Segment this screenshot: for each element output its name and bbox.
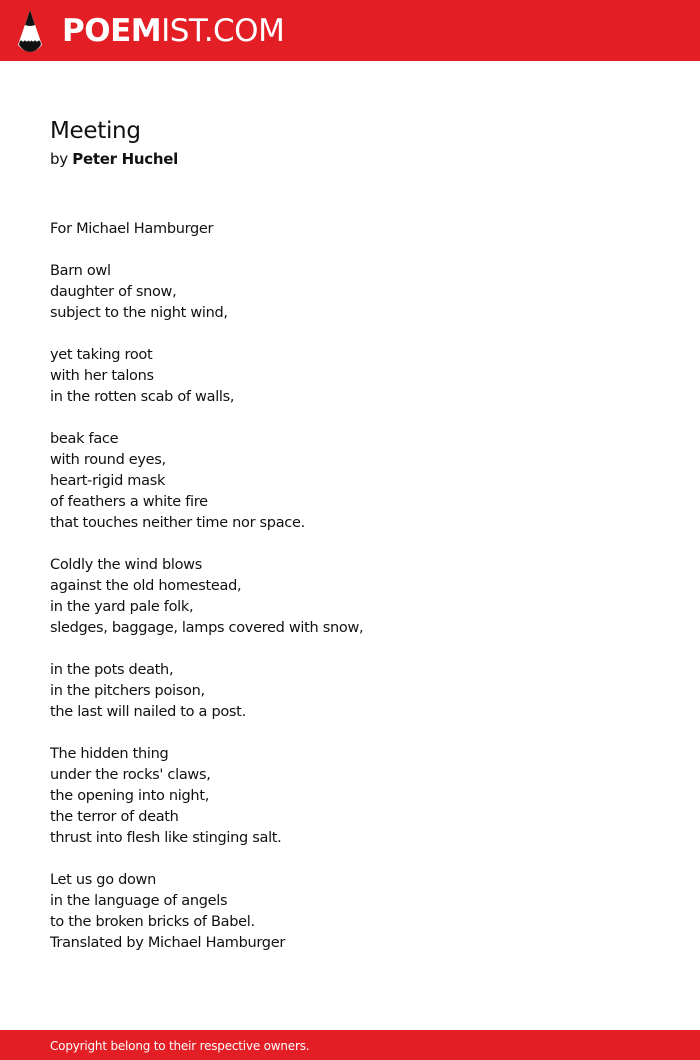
stanza-break xyxy=(50,534,363,555)
poem-line: in the rotten scab of walls, xyxy=(50,389,235,405)
stanza-break xyxy=(50,408,363,429)
poem-line: in the pitchers poison, xyxy=(50,683,205,699)
poem-line: yet taking root xyxy=(50,347,153,363)
poem-line: with round eyes, xyxy=(50,452,166,468)
poem-line: the last will nailed to a post. xyxy=(50,704,246,720)
poem-line: that touches neither time nor space. xyxy=(50,515,305,531)
poem-stanza xyxy=(50,870,363,954)
poem-line: heart-rigid mask xyxy=(50,473,166,489)
poem-line: with her talons xyxy=(50,368,154,384)
stanza-break xyxy=(50,324,363,345)
pencil-tip-icon xyxy=(16,9,44,53)
brand-bold-text: POEM xyxy=(62,12,162,49)
poem-line: Let us go down xyxy=(50,872,157,888)
poem-stanza xyxy=(50,555,363,639)
stanza-break xyxy=(50,723,363,744)
poem-stanza xyxy=(50,429,363,534)
poem-line: subject to the night wind, xyxy=(50,305,228,321)
poem-line: to the broken bricks of Babel. xyxy=(50,914,255,930)
site-logo-link[interactable] xyxy=(16,8,284,54)
poem-stanza xyxy=(50,261,363,324)
byline-label: by xyxy=(50,150,68,168)
footer-copyright: Copyright belong to their respective owners. xyxy=(50,1039,310,1053)
poem-byline xyxy=(50,150,178,168)
poem-line: the terror of death xyxy=(50,809,179,825)
poem-stanza xyxy=(50,345,363,408)
poem-author: Peter Huchel xyxy=(72,150,178,168)
poem-body xyxy=(50,219,363,954)
poem-line: in the language of angels xyxy=(50,893,228,909)
poem-line: under the rocks' claws, xyxy=(50,767,211,783)
poem-line: Translated by Michael Hamburger xyxy=(50,935,285,951)
stanza-break xyxy=(50,849,363,870)
stanza-break xyxy=(50,639,363,660)
poem-line: Barn owl xyxy=(50,263,111,279)
poem-line: sledges, baggage, lamps covered with snow, xyxy=(50,620,364,636)
poem-dedication: For Michael Hamburger xyxy=(50,221,214,237)
site-footer xyxy=(0,1030,700,1060)
poem-stanza xyxy=(50,744,363,849)
poem-stanza xyxy=(50,660,363,723)
poem-line: in the yard pale folk, xyxy=(50,599,194,615)
poem-title: Meeting xyxy=(50,118,141,144)
poem-line: the opening into night, xyxy=(50,788,210,804)
poem-line: against the old homestead, xyxy=(50,578,242,594)
poem-line: The hidden thing xyxy=(50,746,169,762)
site-header xyxy=(0,0,700,61)
poem-line: thrust into flesh like stinging salt. xyxy=(50,830,282,846)
poem-line: beak face xyxy=(50,431,119,447)
poem-line: Coldly the wind blows xyxy=(50,557,202,573)
poem-line: in the pots death, xyxy=(50,662,174,678)
brand-light-text: IST.COM xyxy=(161,12,285,49)
site-brand xyxy=(62,12,285,49)
poem-line: daughter of snow, xyxy=(50,284,177,300)
stanza-break xyxy=(50,240,363,261)
poem-line: of feathers a white fire xyxy=(50,494,208,510)
